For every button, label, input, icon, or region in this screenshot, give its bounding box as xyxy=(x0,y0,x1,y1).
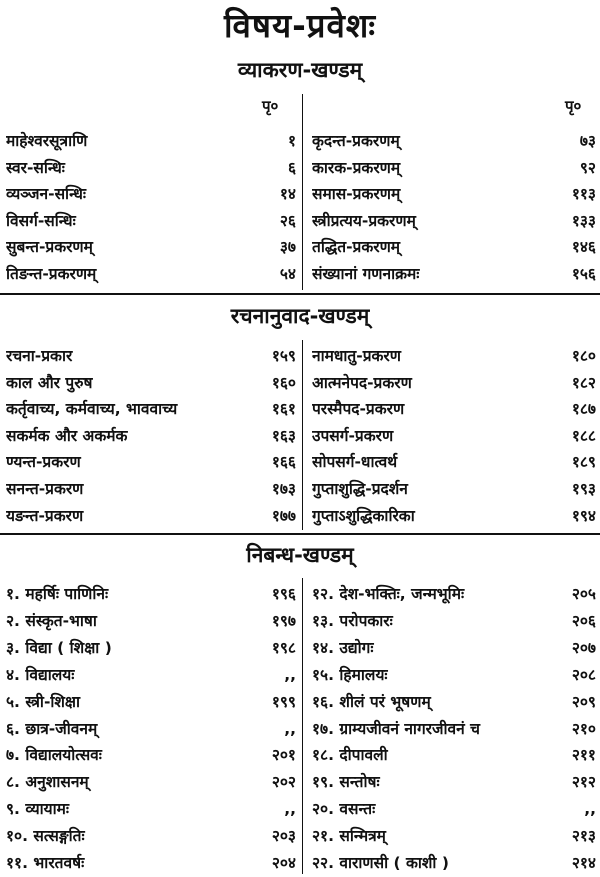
toc-row xyxy=(0,503,600,529)
toc-entry-page: १९६ xyxy=(271,585,296,603)
toc-entry-page: १७७ xyxy=(271,506,296,525)
toc-row xyxy=(0,128,600,154)
toc-entry-title: सकर्मक और अकर्मक xyxy=(6,426,128,445)
toc-row xyxy=(0,662,600,688)
toc-row xyxy=(0,742,600,768)
toc-entry-title: ७. विद्यालयोत्सवः xyxy=(6,746,102,765)
toc-entry-page: २०४ xyxy=(271,854,296,872)
section-heading-nibandh: निबन्ध-खण्डम् xyxy=(246,543,354,567)
toc-entry-page: १५६ xyxy=(571,264,596,283)
toc-entry-page: २१३ xyxy=(571,827,596,846)
toc-entry-title: सनन्त-प्रकरण xyxy=(6,480,84,498)
toc-entry-title: ५. स्त्री-शिक्षा xyxy=(6,692,81,711)
toc-entry-title: १९. सन्तोषः xyxy=(312,773,380,792)
toc-entry-title: १४. उद्योगः xyxy=(312,638,374,657)
toc-entry-title: ३. विद्या ( शिक्षा ) xyxy=(6,638,112,657)
toc-entry-title: १. महर्षिः पाणिनिः xyxy=(6,585,109,603)
toc-entry-page: २१४ xyxy=(571,854,596,872)
toc-entry-title: तद्धित-प्रकरणम् xyxy=(312,238,401,256)
toc-entry-title: गुप्ताशुद्धि-प्रदर्शन xyxy=(312,480,408,498)
toc-entry-title: कर्तृवाच्य, कर्मवाच्य, भाववाच्य xyxy=(6,400,178,419)
section-divider-rule xyxy=(0,293,600,295)
toc-row xyxy=(0,396,600,422)
toc-entry-page: २०२ xyxy=(271,773,296,792)
toc-entry-page: ११३ xyxy=(571,185,596,203)
toc-entry-title: रचना-प्रकार xyxy=(6,347,73,365)
toc-entry-page: २१२ xyxy=(571,773,596,792)
toc-entry-title: २१. सन्मित्रम् xyxy=(312,827,386,846)
toc-entry-title: ४. विद्यालयः xyxy=(6,665,75,684)
toc-entry-page: १६१ xyxy=(271,400,296,419)
toc-entry-title: यङन्त-प्रकरण xyxy=(6,506,84,525)
toc-row xyxy=(0,155,600,181)
toc-row xyxy=(0,716,600,742)
section-divider-rule xyxy=(0,533,600,535)
toc-row xyxy=(0,796,600,822)
toc-entry-page: १६० xyxy=(271,373,296,392)
toc-entry-title: सुबन्त-प्रकरणम् xyxy=(6,238,93,256)
toc-entry-title: १५. हिमालयः xyxy=(312,665,388,684)
toc-entry-title: तिङन्त-प्रकरणम् xyxy=(6,264,97,283)
toc-entry-page: १९३ xyxy=(571,480,596,498)
page-title: विषय-प्रवेशः xyxy=(223,6,377,45)
toc-entry-title: नामधातु-प्रकरण xyxy=(312,347,401,365)
toc-entry-page: १९९ xyxy=(271,692,296,711)
column-divider xyxy=(302,340,303,530)
toc-entry-title: २२. वाराणसी ( काशी ) xyxy=(312,854,449,872)
toc-entry-page: २०८ xyxy=(571,665,596,684)
toc-entry-title: कृदन्त-प्रकरणम् xyxy=(312,132,400,150)
toc-entry-title: २. संस्कृत-भाषा xyxy=(6,611,97,630)
toc-entry-page: १ xyxy=(287,132,296,150)
toc-entry-page: ,, xyxy=(284,665,296,684)
toc-row xyxy=(0,423,600,449)
toc-row xyxy=(0,370,600,396)
toc-entry-title: कारक-प्रकरणम् xyxy=(312,158,401,177)
section-heading-rachananuvad: रचनानुवाद-खण्डम् xyxy=(230,304,370,328)
page-header-left: पृ० xyxy=(262,97,279,115)
toc-entry-title: १८. दीपावली xyxy=(312,746,388,765)
toc-entry-title: १२. देश-भक्तिः, जन्मभूमिः xyxy=(312,585,465,603)
toc-entry-title: व्यञ्जन-सन्धिः xyxy=(6,185,87,203)
toc-entry-page: १६६ xyxy=(271,453,296,472)
toc-entry-title: परस्मैपद-प्रकरण xyxy=(312,400,405,419)
toc-entry-page: १८२ xyxy=(571,373,596,392)
toc-entry-title: १६. शीलं परं भूषणम् xyxy=(312,692,431,711)
toc-entry-page: १३३ xyxy=(571,211,596,230)
toc-entry-page: ९२ xyxy=(579,158,596,177)
column-divider xyxy=(302,94,303,290)
toc-entry-page: ५४ xyxy=(279,264,296,283)
column-divider xyxy=(302,578,303,874)
toc-entry-title: ११. भारतवर्षः xyxy=(6,854,85,872)
toc-entry-title: ण्यन्त-प्रकरण xyxy=(6,453,81,472)
toc-entry-page: २११ xyxy=(571,746,596,765)
toc-entry-page: १४ xyxy=(279,185,296,203)
toc-entry-page: २६ xyxy=(279,211,296,230)
toc-row xyxy=(0,850,600,876)
toc-row xyxy=(0,343,600,369)
toc-entry-title: विसर्ग-सन्धिः xyxy=(6,211,76,230)
toc-entry-title: ९. व्यायामः xyxy=(6,800,70,819)
toc-entry-title: माहेश्वरसूत्राणि xyxy=(6,132,88,150)
toc-row xyxy=(0,449,600,475)
toc-entry-title: आत्मनेपद-प्रकरण xyxy=(312,373,412,392)
toc-entry-title: संख्यानां गणनाक्रमः xyxy=(312,264,420,283)
toc-entry-page: २०३ xyxy=(271,827,296,846)
section-heading-vyakaran: व्याकरण-खण्डम् xyxy=(237,58,363,82)
toc-entry-page: ७३ xyxy=(579,132,596,150)
toc-row xyxy=(0,608,600,634)
toc-entry-page: २०५ xyxy=(571,585,596,603)
page-header-right: पृ० xyxy=(565,97,582,115)
toc-entry-page: १९४ xyxy=(571,506,596,525)
toc-entry-page: २०१ xyxy=(271,746,296,765)
toc-entry-page: ,, xyxy=(284,719,296,738)
toc-entry-page: १८० xyxy=(571,347,596,365)
toc-row xyxy=(0,208,600,234)
toc-entry-page: ६ xyxy=(287,158,296,177)
toc-entry-title: उपसर्ग-प्रकरण xyxy=(312,426,394,445)
toc-entry-page: १८८ xyxy=(571,426,596,445)
toc-entry-page: २१० xyxy=(571,719,596,738)
toc-entry-page: १५९ xyxy=(271,347,296,365)
toc-entry-page: ,, xyxy=(284,800,296,819)
toc-entry-page: ३७ xyxy=(279,238,296,256)
toc-entry-title: १०. सत्सङ्गतिः xyxy=(6,827,85,846)
toc-entry-page: १७३ xyxy=(271,480,296,498)
toc-entry-title: १३. परोपकारः xyxy=(312,611,393,630)
toc-row xyxy=(0,476,600,502)
toc-entry-title: स्त्रीप्रत्यय-प्रकरणम् xyxy=(312,211,416,230)
toc-entry-page: २०६ xyxy=(571,611,596,630)
toc-entry-title: गुप्ताऽशुद्धिकारिका xyxy=(312,506,415,525)
toc-row xyxy=(0,769,600,795)
toc-entry-title: समास-प्रकरणम् xyxy=(312,185,401,203)
toc-entry-page: १९८ xyxy=(271,638,296,657)
toc-entry-page: २०९ xyxy=(571,692,596,711)
toc-entry-page: १८९ xyxy=(571,453,596,472)
toc-entry-title: ८. अनुशासनम् xyxy=(6,773,89,792)
toc-row xyxy=(0,823,600,849)
toc-entry-page: ,, xyxy=(584,800,596,819)
toc-entry-page: १९७ xyxy=(271,611,296,630)
toc-entry-title: १७. ग्राम्यजीवनं नागरजीवनं च xyxy=(312,719,480,738)
toc-entry-title: काल और पुरुष xyxy=(6,373,93,392)
toc-entry-page: १६३ xyxy=(271,426,296,445)
toc-row xyxy=(0,234,600,260)
toc-entry-title: स्वर-सन्धिः xyxy=(6,158,65,177)
toc-entry-page: १४६ xyxy=(571,238,596,256)
toc-row xyxy=(0,181,600,207)
toc-row xyxy=(0,581,600,607)
toc-row xyxy=(0,689,600,715)
toc-entry-page: २०७ xyxy=(571,638,596,657)
toc-entry-title: ६. छात्र-जीवनम् xyxy=(6,719,98,738)
toc-entry-title: २०. वसन्तः xyxy=(312,800,376,819)
toc-entry-title: सोपसर्ग-धात्वर्थ xyxy=(312,453,398,472)
toc-entry-page: १८७ xyxy=(571,400,596,419)
toc-row xyxy=(0,261,600,287)
toc-row xyxy=(0,635,600,661)
